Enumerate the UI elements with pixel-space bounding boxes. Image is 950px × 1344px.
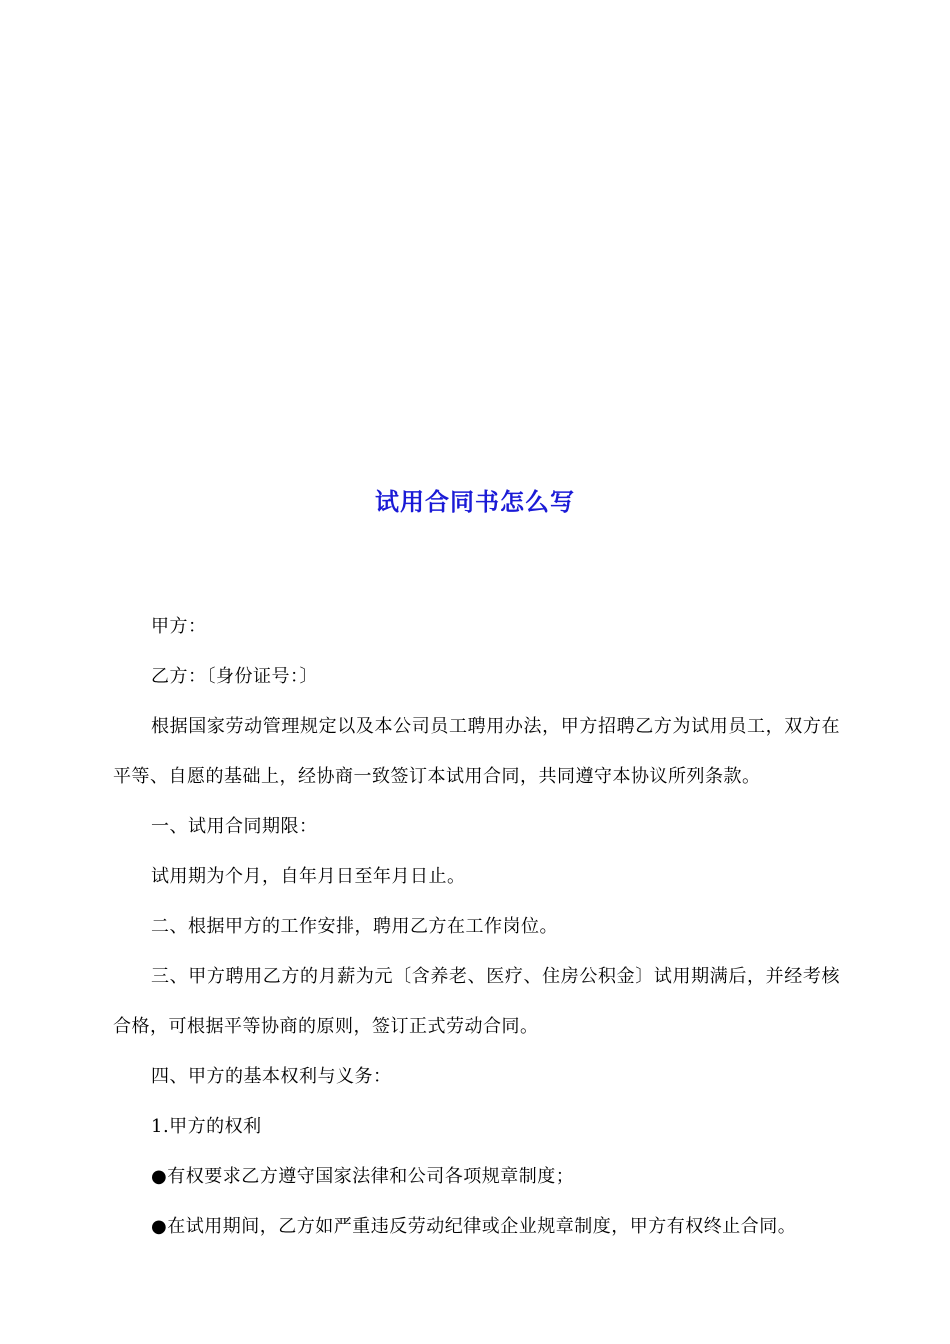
section-4-heading: 四、甲方的基本权利与义务： [151, 1066, 392, 1087]
section-1-heading: 一、试用合同期限： [151, 816, 318, 837]
bullet-item: ●在试用期间，乙方如严重违反劳动纪律或企业规章制度，甲方有权终止合同。 [151, 1216, 797, 1237]
subsection-1-heading: 1.甲方的权利 [151, 1116, 262, 1137]
bullet-item: ●有权要求乙方遵守国家法律和公司各项规章制度； [151, 1166, 575, 1187]
document-body [113, 602, 840, 1252]
party-a-line: 甲方： [151, 616, 207, 637]
document-title: 试用合同书怎么写 [375, 487, 575, 516]
section-3-text: 三、甲方聘用乙方的月薪为元〔含养老、医疗、住房公积金〕试用期满后，并经考核合格，可根据平等协商的原则，签订正式劳动合同。 [113, 966, 840, 1037]
section-1-text: 试用期为个月，自年月日至年月日止。 [151, 866, 466, 887]
party-b-line: 乙方：〔身份证号：〕 [151, 666, 318, 687]
section-2-text: 二、根据甲方的工作安排，聘用乙方在工作岗位。 [151, 916, 558, 937]
intro-paragraph: 根据国家劳动管理规定以及本公司员工聘用办法，甲方招聘乙方为试用员工，双方在平等、自愿的基础上，经协商一致签订本试用合同，共同遵守本协议所列条款。 [113, 716, 840, 787]
